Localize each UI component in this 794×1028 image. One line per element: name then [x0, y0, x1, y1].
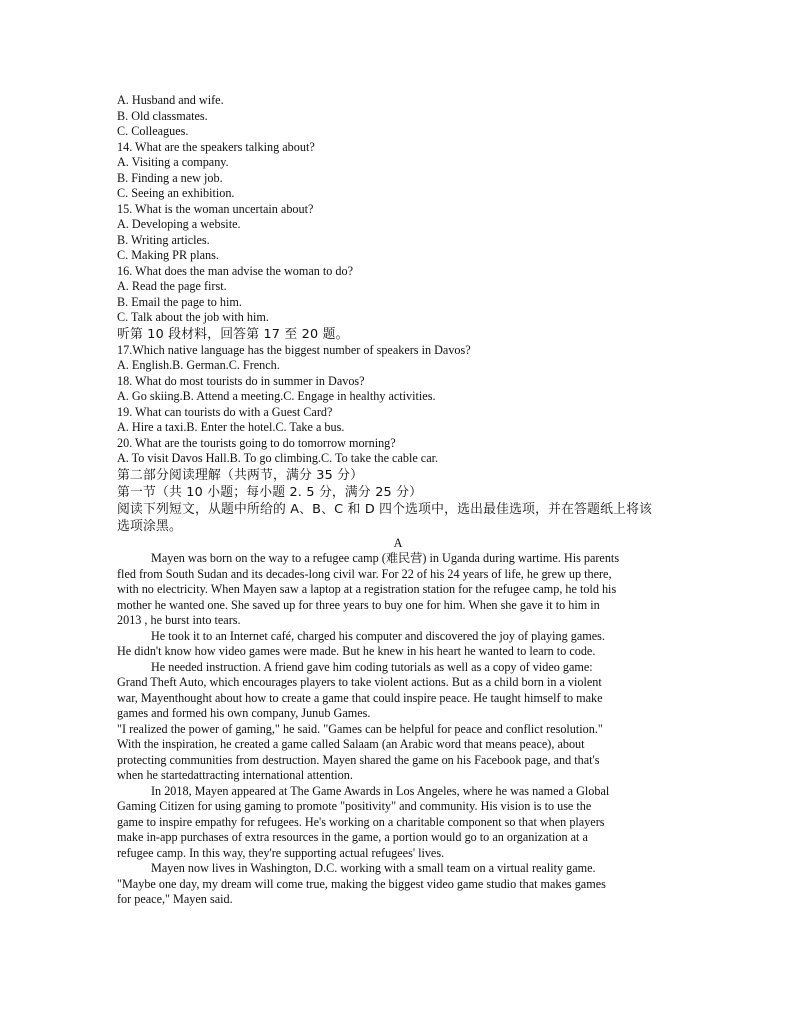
question-line: B. Finding a new job. — [117, 170, 223, 185]
instruction-line: 阅读下列短文，从题中所给的 A、B、C 和 D 四个选项中，选出最佳选项，并在答题纸上将该 — [117, 501, 653, 517]
paragraph-line: He took it to an Internet café, charged his computer and discovered the joy of playing games. — [151, 628, 605, 643]
paragraph-line: He needed instruction. A friend gave him coding tutorials as well as a copy of video game: — [151, 659, 593, 674]
question-line: A. English.B. German.C. French. — [117, 358, 280, 372]
section1-heading: 第一节（共 10 小题；每小题 2. 5 分，满分 25 分） — [117, 484, 423, 500]
passage-label: A — [393, 535, 403, 550]
question-line: 17.Which native language has the biggest number of speakers in Davos? — [117, 342, 471, 357]
passage-body — [117, 551, 679, 908]
question-line: C. Making PR plans. — [117, 248, 219, 262]
question-line: 15. What is the woman uncertain about? — [117, 201, 314, 216]
question-line: 20. What are the tourists going to do tomorrow morning? — [117, 435, 396, 450]
paragraph-line: mother he wanted one. She saved up for three years to buy one for him. When she gave it to him in — [117, 597, 600, 612]
paragraph-line: "I realized the power of gaming," he said. "Games can be helpful for peace and conflict resolution." — [117, 721, 603, 736]
paragraph-line: Mayen now lives in Washington, D.C. working with a small team on a virtual reality game. — [151, 861, 596, 875]
listening-options — [117, 93, 679, 326]
paragraph-line: 2013 , he burst into tears. — [117, 613, 241, 627]
paragraph-line: Mayen was born on the way to a refugee camp (难民营) in Uganda during wartime. His parents — [151, 551, 620, 565]
question-line: C. Talk about the job with him. — [117, 310, 269, 324]
section10-questions — [117, 343, 679, 467]
question-line: A. Husband and wife. — [117, 93, 224, 107]
paragraph-line: Grand Theft Auto, which encourages players to take violent actions. But as a child born in a violent — [117, 675, 602, 689]
question-line: 14. What are the speakers talking about? — [117, 139, 315, 154]
paragraph-line: "Maybe one day, my dream will come true, making the biggest video game studio that makes games — [117, 876, 606, 891]
paragraph-line: game to inspire empathy for refugees. He's working on a charitable component so that when players — [117, 814, 605, 829]
paragraph-line: when he startedattracting international attention. — [117, 768, 353, 782]
paragraph-line: games and formed his own company, Junub Games. — [117, 706, 371, 720]
passage-paragraph — [117, 722, 679, 784]
question-line: 16. What does the man advise the woman to do? — [117, 263, 354, 278]
page-content — [117, 93, 679, 908]
paragraph-line: make in-app purchases of extra resources in the game, a portion would go to an organization at a — [117, 830, 588, 844]
paragraph-line: With the inspiration, he created a game called Salaam (an Arabic word that means peace), about — [117, 737, 585, 751]
question-line: A. Developing a website. — [117, 217, 241, 231]
question-line: B. Writing articles. — [117, 232, 210, 247]
paragraph-line: Gaming Citizen for using gaming to promote "positivity" and community. His vision is to use the — [117, 799, 592, 813]
paragraph-line: protecting communities from destruction. Mayen shared the game on his Facebook page, and that's — [117, 752, 600, 767]
passage-paragraph — [117, 660, 679, 722]
section10-heading: 听第 10 段材料，回答第 17 至 20 题。 — [117, 326, 349, 342]
question-line: C. Seeing an exhibition. — [117, 186, 235, 200]
question-line: B. Old classmates. — [117, 108, 208, 123]
question-line: 19. What can tourists do with a Guest Card? — [117, 404, 333, 419]
question-line: A. Hire a taxi.B. Enter the hotel.C. Take a bus. — [117, 420, 345, 434]
instruction-line: 选项涂黑。 — [117, 518, 182, 534]
question-line: C. Colleagues. — [117, 124, 189, 138]
question-line: A. Go skiing.B. Attend a meeting.C. Engage in healthy activities. — [117, 389, 436, 403]
question-line: A. Read the page first. — [117, 279, 227, 293]
paragraph-line: In 2018, Mayen appeared at The Game Awards in Los Angeles, where he was named a Global — [151, 783, 610, 798]
paragraph-line: He didn't know how video games were made. But he knew in his heart he wanted to learn to code. — [117, 644, 596, 658]
question-line: 18. What do most tourists do in summer in Davos? — [117, 373, 365, 388]
paragraph-line: for peace," Mayen said. — [117, 892, 233, 906]
passage-paragraph — [117, 551, 679, 629]
paragraph-line: war, Mayenthought about how to create a game that could inspire peace. He taught himself to make — [117, 690, 603, 705]
passage-paragraph — [117, 629, 679, 660]
passage-paragraph — [117, 861, 679, 908]
part2-heading: 第二部分阅读理解（共两节，满分 35 分） — [117, 467, 364, 483]
paragraph-line: with no electricity. When Mayen saw a laptop at a registration station for the refugee camp, he told his — [117, 582, 617, 596]
question-line: B. Email the page to him. — [117, 294, 242, 309]
reading-instructions — [117, 501, 679, 535]
paragraph-line: refugee camp. In this way, they're supporting actual refugees' lives. — [117, 845, 445, 860]
question-line: A. To visit Davos Hall.B. To go climbing.C. To take the cable car. — [117, 451, 439, 465]
question-line: A. Visiting a company. — [117, 155, 229, 169]
paragraph-line: fled from South Sudan and its decades-long civil war. For 22 of his 24 years of life, he grew up there, — [117, 566, 612, 581]
passage-paragraph — [117, 784, 679, 862]
